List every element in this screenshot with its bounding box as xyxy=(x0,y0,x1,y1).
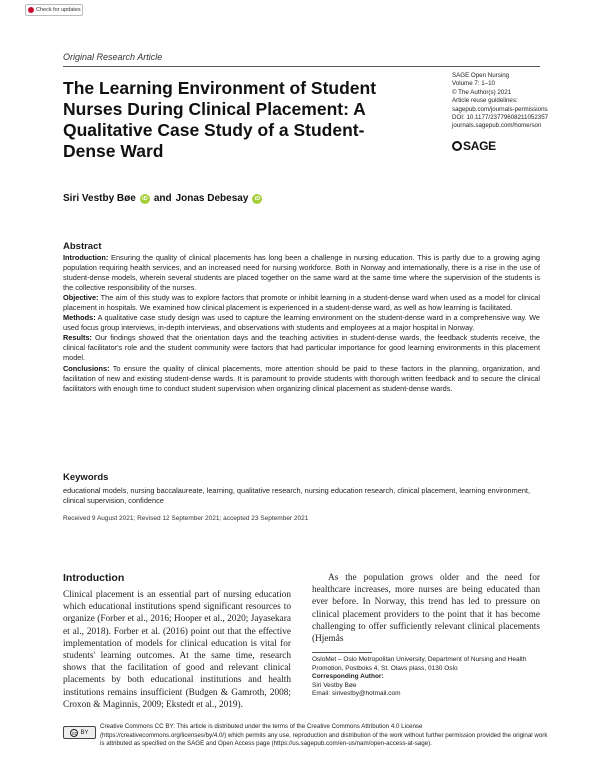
keywords-heading: Keywords xyxy=(63,472,109,483)
abstract-introduction xyxy=(63,253,540,293)
author-first: Siri Vestby Bøe xyxy=(63,193,136,204)
check-for-updates-label: Check for updates xyxy=(36,7,81,13)
abstract-text: A qualitative case study design was used to capture the learning environment on the student-dense ward in a comprehensive way. We used focus group interviews, in-depth interviews, and observations with students and employees at a major hospital in Norway. xyxy=(63,313,540,333)
footnote-divider xyxy=(312,652,372,653)
author-line xyxy=(63,193,262,204)
cc-by-label: BY xyxy=(80,729,89,736)
doi[interactable]: DOI: 10.1177/23779608211052357 xyxy=(452,114,549,122)
abstract-heading: Abstract xyxy=(63,241,102,252)
abstract-label: Introduction: xyxy=(63,253,109,262)
journal-link[interactable]: journals.sagepub.com/home/son xyxy=(452,122,542,130)
abstract-objective xyxy=(63,293,540,313)
body-column-left: Clinical placement is an essential part of nursing education which educational institutions spend significant resources to organize (Forber et al., 2016; Hooper et al., 2020; Jayasekara et al., 2018). Forber et al. (2016) point out that the effective implementation of models for clinical education is vital for students' learning outcomes. At the same time, research shows that the facilitation of good and relevant clinical placements by both educational institutions and health institutions remains insufficient (Budgen & Gamroth, 2008; Croxon & Maginnis, 2009; Ekstedt et al., 2019). xyxy=(63,590,291,710)
abstract-text: Our findings showed that the orientation days and the teaching activities in student-dense wards, the feedback students receive, the clinical facilitator's role and the student community were factors that had particular importance for good learning environments in this placement model. xyxy=(63,333,540,363)
copyright: © The Author(s) 2021 xyxy=(452,88,512,96)
orcid-icon[interactable]: iD xyxy=(140,194,150,204)
sage-logo xyxy=(452,139,496,153)
journal-name: SAGE Open Nursing xyxy=(452,72,510,79)
abstract-text: The aim of this study was to explore factors that promote or inhibit learning in a student-dense ward when used as a model for clinical placement in hospitals. We examined how clinical placement is experienced in a student-dense ward, as well as how learning is facilitated. xyxy=(63,293,540,313)
abstract-label: Conclusions: xyxy=(63,363,110,373)
journal-meta xyxy=(452,72,562,131)
license-text: Creative Commons CC BY: This article is distributed under the terms of the Creative Commons Attribution 4.0 License (https://creativecommons.org/licenses/by/4.0/) which permits any use, reproduction and distribution of the work without further permission provided the original work is attributed as specified on the SAGE and Open Access page (https://us.sagepub.com/en-us/nam/open-access-at-sage). xyxy=(100,723,548,748)
author-second: Jonas Debesay xyxy=(175,193,249,204)
submission-dates: Received 9 August 2021; Revised 12 September 2021; accepted 23 September 2021 xyxy=(63,515,309,522)
sage-logo-text: SAGE xyxy=(463,139,496,153)
corresponding-author-name: Siri Vestby Bøe xyxy=(312,681,357,689)
abstract-text: To ensure the quality of clinical placements, more attention should be paid to these factors in the planning, organization, and facilitation of new and existing student-dense wards. It is paramount to provide students with thorough written feedback and to secure the clinical facilitators with enough time to conduct student supervision when organizing clinical placement as student-dense wards. xyxy=(63,363,540,393)
corresponding-author-email[interactable]: Email: sirivestby@hotmail.com xyxy=(312,690,401,698)
introduction-heading: Introduction xyxy=(63,572,125,584)
article-type: Original Research Article xyxy=(63,52,163,62)
abstract-label: Methods: xyxy=(63,313,96,323)
creative-commons-logo xyxy=(63,726,96,739)
author-connector: and xyxy=(153,193,172,204)
cc-icon: cc xyxy=(71,730,77,737)
check-for-updates-badge[interactable] xyxy=(25,4,83,16)
body-column-right: As the population grows older and the need for healthcare increases, more nurses are being educated than ever before. In Norway, this trend has led to pressure on clinical placement providers to the point that it has become challenging to offer sufficiently relevant clinical placements (Hjemås xyxy=(312,573,540,645)
sage-mark-icon xyxy=(452,141,462,151)
orcid-icon[interactable]: iD xyxy=(252,194,262,204)
journal-volume: Volume 7: 1–10 xyxy=(452,80,496,88)
abstract-results xyxy=(63,333,540,363)
paper-title: The Learning Environment of Student Nurses During Clinical Placement: A Qualitative Case Study of a Student-Dense Ward xyxy=(63,78,377,161)
header-divider xyxy=(63,66,540,67)
keywords-list: educational models, nursing baccalaureate, learning, qualitative research, nursing education research, clinical placement, learning environment, clinical supervision, confidence xyxy=(63,486,531,505)
abstract-conclusions xyxy=(63,364,540,394)
corresponding-author-label: Corresponding Author: xyxy=(312,673,384,681)
abstract-methods xyxy=(63,313,540,333)
abstract-body xyxy=(63,253,540,394)
reuse-link[interactable]: sagepub.com/journals-permissions xyxy=(452,105,548,113)
update-icon xyxy=(28,7,34,13)
abstract-text: Ensuring the quality of clinical placements has long been a challenge in nursing education. This is partly due to a growing aging population requiring health services, and an increased need for nursing workforce. Both in Norway and internationally, there is a rise in the use of student-dense models, wherein several students are placed together on the same ward at the same time where the supervision of the students is the collective responsibility of the nurses. xyxy=(63,253,540,293)
abstract-label: Results: xyxy=(63,333,92,343)
footnote xyxy=(312,656,540,699)
affiliation: OsloMet – Oslo Metropolitan University, Department of Nursing and Health Promotion, Postboks 4, St. Olavs plass, 0130 Oslo xyxy=(312,656,527,672)
abstract-label: Objective: xyxy=(63,293,99,303)
reuse-guidelines: Article reuse guidelines: xyxy=(452,97,518,105)
